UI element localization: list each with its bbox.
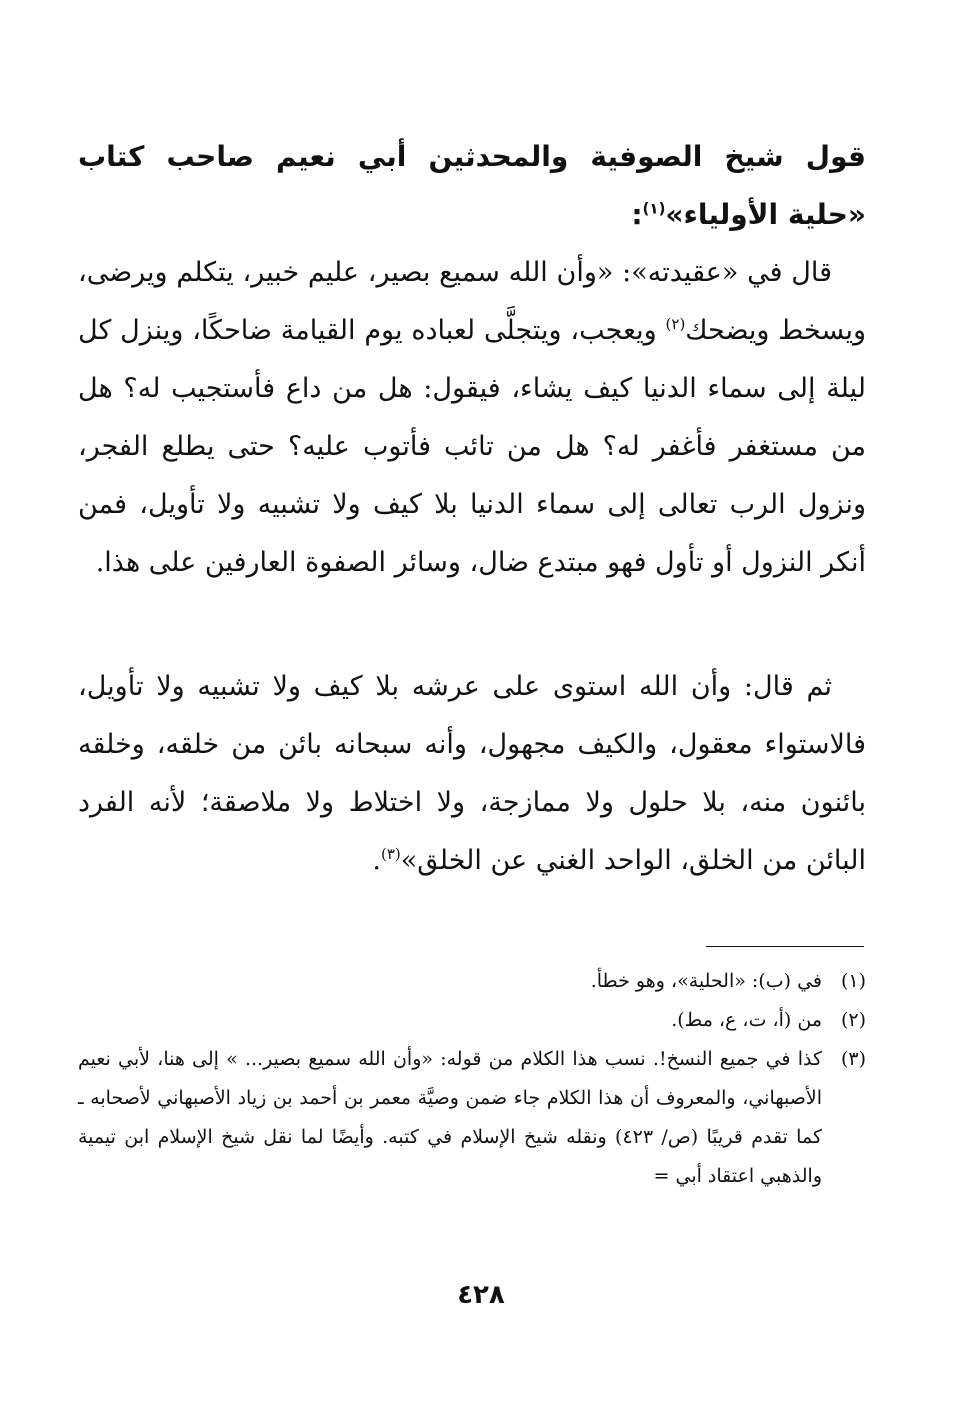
paragraph-creed-quote — [78, 244, 866, 592]
paragraph2-text: ثم قال: وأن الله استوى على عرشه بلا كيف ولا تشبيه ولا تأويل، فالاستواء معقول، والكيف مجهول، وأنه سبحانه بائن من خلقه، وخلقه بائنون منه، بلا حلول ولا ممازجة، ولا اختلاط ولا ملاصقة؛ لأنه الفرد البائن من الخلق، الواحد الغني عن الخلق» — [78, 671, 866, 876]
footnote-number: (٢) — [840, 1009, 866, 1031]
paragraph-istiwa — [78, 658, 866, 890]
heading-tail: : — [631, 198, 643, 231]
footnote-text: من (أ، ت، ع، مط). — [671, 1009, 822, 1031]
footnote-separator — [706, 946, 864, 947]
footnote-number: (١) — [840, 970, 866, 992]
footnote-text: في (ب): «الحلية»، وهو خطأ. — [590, 970, 822, 992]
footnote-2 — [78, 1001, 866, 1040]
page-number: ٤٢٨ — [457, 1280, 505, 1310]
paragraph1-part1: قال في «عقيدته»: «وأن الله سميع بصير، عليم خبير، يتكلم ويرضى، ويسخط ويضحك — [78, 257, 866, 346]
footnote-number: (٣) — [840, 1048, 866, 1070]
footnote-1 — [78, 962, 866, 1001]
paragraph2-tail: . — [372, 845, 381, 876]
heading-text: قول شيخ الصوفية والمحدثين أبي نعيم صاحب كتاب «حلية الأولياء» — [78, 140, 866, 231]
paragraph1-part2: ويعجب، ويتجلَّى لعباده يوم القيامة ضاحكًا، وينزل كل ليلة إلى سماء الدنيا كيف يشاء، فيقول: هل من داع فأستجيب له؟ هل من مستغفر فأغفر له؟ هل من تائب فأتوب عليه؟ حتى يطلع الفجر، ونزول الرب تعالى إلى سماء الدنيا بلا كيف ولا تشبيه ولا تأويل، فمن أنكر النزول أو تأول فهو مبتدع ضال، وسائر الصفوة العارفين على هذا. — [78, 315, 866, 578]
footnote-text: كذا في جميع النسخ!. نسب هذا الكلام من قوله: «وأن الله سميع بصير... » إلى هنا، لأبي نعيم الأصبهاني، والمعروف أن هذا الكلام جاء ضمن وصيَّة معمر بن أحمد بن زياد الأصبهاني لأصحابه ـ كما تقدم قريبًا (ص/ ٤٢٣) ونقله شيخ الإسلام في كتبه. وأيضًا لما نقل شيخ الإسلام ابن تيمية والذهبي اعتقاد أبي = — [78, 1048, 822, 1187]
paragraph1-footnote-ref: (٢) — [665, 315, 686, 333]
paragraph2-footnote-ref: (٣) — [380, 845, 401, 863]
section-heading — [78, 128, 866, 244]
footnote-3 — [78, 1040, 866, 1196]
footnotes — [78, 962, 866, 1196]
heading-footnote-ref: (١) — [642, 199, 666, 218]
